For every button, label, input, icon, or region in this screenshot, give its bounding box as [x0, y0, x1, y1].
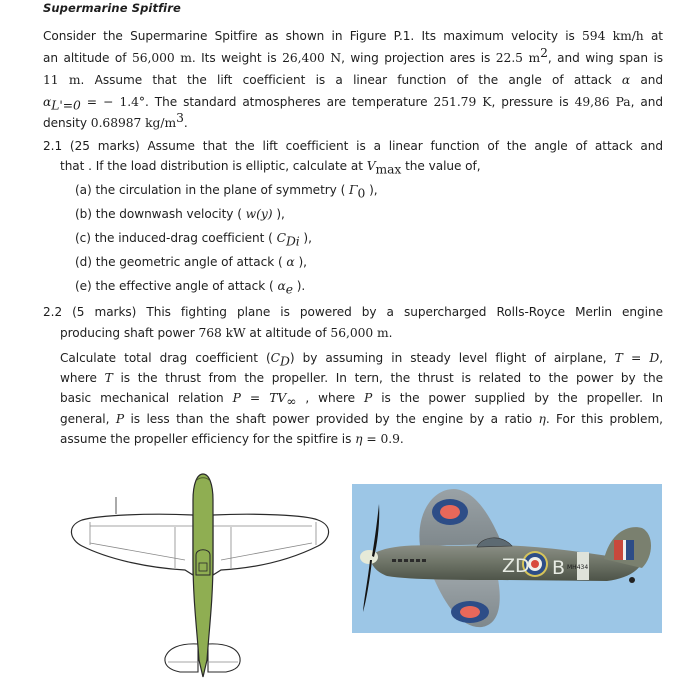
- text: Calculate total drag coefficient (: [60, 351, 271, 365]
- q21-item-b: [75, 206, 285, 222]
- text: that . If the load distribution is elliptic, calculate at: [60, 159, 367, 173]
- superscript: 2: [540, 45, 548, 60]
- q21-continuation: [60, 158, 481, 177]
- text: basic mechanical relation: [60, 391, 233, 405]
- text: , and: [630, 95, 663, 109]
- q22-para-line-1: [60, 350, 663, 369]
- alpha-symbol: α: [277, 279, 286, 293]
- text: assume the propeller efficiency for the spitfire is: [60, 432, 356, 446]
- gamma-symbol: Γ: [349, 183, 358, 197]
- subscript: ∞: [286, 394, 297, 409]
- text: and: [630, 73, 663, 87]
- text: ),: [365, 183, 378, 197]
- planform-drawing-icon: [60, 462, 350, 692]
- text: . The standard atmospheres are temperature: [144, 95, 434, 109]
- q21-item-d: [75, 254, 307, 270]
- q22-lead: 2.2 (5 marks) This fighting plane is powered by a supercharged Rolls-Royce Merlin engine: [43, 305, 663, 319]
- aircraft-serial: MH434: [567, 564, 589, 571]
- text: is less than the shaft power provided by the engine by a ratio: [124, 412, 539, 426]
- document-title: Supermarine Spitfire: [43, 1, 181, 15]
- text: general,: [60, 412, 116, 426]
- text: ,: [659, 351, 663, 365]
- intro-line-3: [43, 72, 663, 88]
- text: is the power supplied by the propeller. In: [372, 391, 664, 405]
- text: (a) the circulation in the plane of symmetry (: [75, 183, 350, 197]
- c-symbol: C: [270, 351, 281, 365]
- eta-symbol: η: [355, 432, 363, 446]
- text: . Its weight is: [191, 51, 283, 65]
- text: the value of,: [401, 159, 481, 173]
- spitfire-photo: [352, 484, 662, 633]
- downwash-symbol: w(y): [245, 207, 273, 221]
- weight-value: 26,400 N: [282, 51, 342, 65]
- wing-area-value: 22.5 m: [495, 51, 541, 65]
- q21-item-c: [75, 230, 312, 249]
- text: Consider the Supermarine Spitfire as shown in Figure P.1. Its maximum velocity is: [43, 29, 583, 43]
- pressure-value: 49,86 Pa: [574, 95, 631, 109]
- text: ).: [292, 279, 306, 293]
- q21-item-e: [75, 278, 306, 297]
- altitude-value: 56,000 m: [330, 326, 389, 340]
- p-symbol: P: [115, 412, 125, 426]
- code-letters-left: ZD: [502, 555, 530, 577]
- text: at altitude of: [245, 326, 331, 340]
- q22-para-line-5: [60, 431, 404, 447]
- alpha-symbol: α: [43, 95, 52, 109]
- t-symbol: T: [104, 371, 113, 385]
- thrust-equation: T = D: [614, 351, 660, 365]
- cd-symbol: C: [276, 231, 286, 245]
- q22-para-line-2: [60, 370, 663, 386]
- subscript: max: [375, 162, 402, 177]
- text: ),: [294, 255, 307, 269]
- text: . For this problem,: [545, 412, 663, 426]
- efficiency-value: = 0.9: [362, 432, 400, 446]
- q21-lead: 2.1 (25 marks) Assume that the lift coefficient is a linear function of the angle of attack and: [43, 139, 663, 153]
- altitude-value: 56,000 m: [131, 51, 192, 65]
- subscript: D: [280, 354, 290, 369]
- text: , pressure is: [491, 95, 575, 109]
- subscript: Di: [285, 234, 300, 249]
- text: , where: [296, 391, 365, 405]
- text: . Assume that the lift coefficient is a linear function of the angle of attack: [80, 73, 622, 87]
- text: (e) the effective angle of attack (: [75, 279, 278, 293]
- text: ) by assuming in steady level flight of airplane,: [289, 351, 615, 365]
- spitfire-planform-figure: [60, 462, 350, 692]
- text: ),: [299, 231, 312, 245]
- alpha-symbol: α: [286, 255, 295, 269]
- eta-symbol: η: [538, 412, 546, 426]
- text: (d) the geometric angle of attack (: [75, 255, 287, 269]
- code-letter-right: B: [552, 557, 566, 579]
- text: where: [60, 371, 105, 385]
- intro-line-2: [43, 45, 664, 66]
- text: .: [183, 116, 188, 130]
- text: , wing projection ares is: [341, 51, 496, 65]
- text: .: [388, 326, 393, 340]
- subscript: e: [285, 282, 293, 297]
- max-velocity-value: 594 km/h: [582, 29, 644, 43]
- power-equation: P = TV: [232, 391, 287, 405]
- text: ),: [272, 207, 285, 221]
- text: at: [643, 29, 663, 43]
- subscript: L'=0: [51, 98, 81, 113]
- intro-line-4: [43, 94, 663, 113]
- wing-span-value: 11 m: [43, 73, 81, 87]
- spitfire-in-flight-icon: [352, 484, 662, 633]
- intro-line-1: [43, 28, 663, 44]
- text: an altitude of: [43, 51, 132, 65]
- q21-item-a: [75, 182, 378, 201]
- text: is the thrust from the propeller. In tern, the thrust is related to the power by the: [112, 371, 663, 385]
- intro-line-5: [43, 110, 188, 131]
- text: (c) the induced-drag coefficient (: [75, 231, 277, 245]
- q22-para-line-4: [60, 411, 663, 427]
- text: density: [43, 116, 91, 130]
- shaft-power-value: 768 kW: [198, 326, 246, 340]
- q22-para-line-3: [60, 390, 664, 409]
- p-symbol: P: [364, 391, 373, 405]
- text: , and wing span is: [547, 51, 664, 65]
- text: producing shaft power: [60, 326, 199, 340]
- v-symbol: V: [366, 159, 376, 173]
- density-value: 0.68987 kg/m: [90, 116, 177, 130]
- alpha-symbol: α: [621, 73, 631, 87]
- text: .: [399, 432, 404, 446]
- zero-lift-angle-value: = − 1.4°: [80, 95, 145, 109]
- superscript: 3: [176, 110, 184, 125]
- text: (b) the downwash velocity (: [75, 207, 246, 221]
- subscript: 0: [357, 186, 366, 201]
- temperature-value: 251.79 K: [433, 95, 492, 109]
- q22-continuation: [60, 325, 392, 341]
